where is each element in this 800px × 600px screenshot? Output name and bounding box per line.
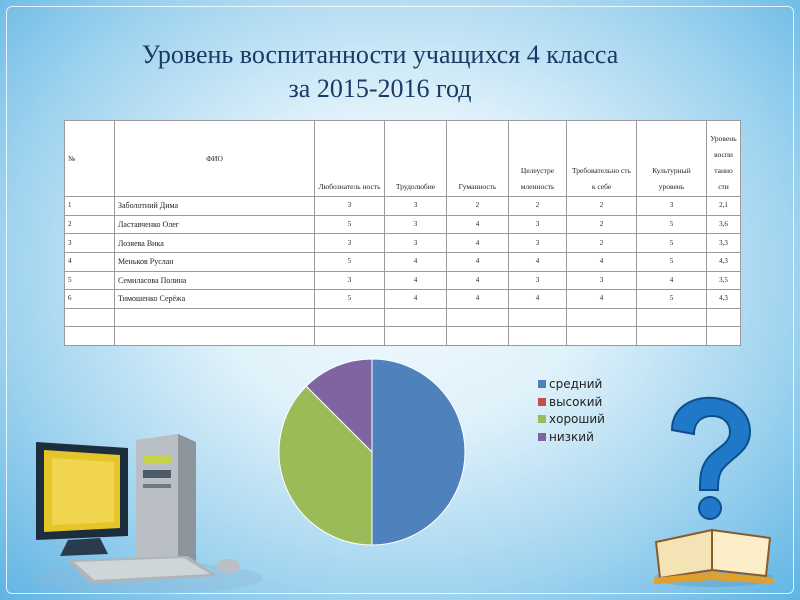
table-cell: 2 bbox=[567, 197, 637, 216]
table-cell: 4 bbox=[567, 252, 637, 271]
legend-item bbox=[538, 411, 605, 427]
table-row bbox=[65, 215, 741, 234]
empty-cell bbox=[567, 308, 637, 327]
table-cell: 4 bbox=[385, 271, 447, 290]
legend-item bbox=[538, 394, 605, 410]
header-culture: Культурный уровень bbox=[637, 121, 707, 197]
table-cell: 2 bbox=[65, 215, 115, 234]
legend-swatch bbox=[538, 398, 546, 406]
empty-cell bbox=[707, 327, 741, 346]
student-name-cell: Ластавченко Олег bbox=[115, 215, 315, 234]
empty-table-row bbox=[65, 327, 741, 346]
table-cell: 4,3 bbox=[707, 290, 741, 309]
legend-label: низкий bbox=[549, 429, 594, 444]
table-cell: 3 bbox=[315, 197, 385, 216]
table-cell: 4 bbox=[447, 252, 509, 271]
table-cell: 5 bbox=[637, 215, 707, 234]
table-cell: 4,3 bbox=[707, 252, 741, 271]
table-cell: 4 bbox=[509, 290, 567, 309]
table-cell: 3 bbox=[65, 234, 115, 253]
table-cell: 3 bbox=[567, 271, 637, 290]
table-cell: 5 bbox=[315, 252, 385, 271]
legend-label: высокий bbox=[549, 394, 603, 409]
empty-cell bbox=[509, 308, 567, 327]
title-line-2: за 2015-2016 год bbox=[288, 74, 472, 103]
header-self-demand: Требовательно сть к себе bbox=[567, 121, 637, 197]
empty-cell bbox=[115, 308, 315, 327]
chart-legend bbox=[538, 376, 605, 446]
empty-cell bbox=[65, 327, 115, 346]
table-cell: 3 bbox=[509, 271, 567, 290]
empty-cell bbox=[385, 327, 447, 346]
table-cell: 2 bbox=[447, 197, 509, 216]
empty-cell bbox=[637, 308, 707, 327]
table-cell: 3 bbox=[385, 215, 447, 234]
empty-cell bbox=[65, 308, 115, 327]
question-book-icon bbox=[650, 394, 780, 590]
student-name-cell: Заболотний Дима bbox=[115, 197, 315, 216]
table-cell: 4 bbox=[447, 271, 509, 290]
slide-title bbox=[60, 38, 700, 106]
empty-cell bbox=[385, 308, 447, 327]
table-cell: 4 bbox=[385, 252, 447, 271]
empty-cell bbox=[447, 327, 509, 346]
legend-label: средний bbox=[549, 377, 603, 391]
students-table bbox=[64, 120, 741, 346]
table-cell: 5 bbox=[637, 290, 707, 309]
header-name: ФИО bbox=[115, 121, 315, 197]
header-purposefulness: Целеустре мленность bbox=[509, 121, 567, 197]
table-row bbox=[65, 271, 741, 290]
empty-cell bbox=[315, 327, 385, 346]
table-cell: 3 bbox=[315, 271, 385, 290]
computer-illustration bbox=[28, 428, 268, 598]
table-cell: 4 bbox=[567, 290, 637, 309]
empty-cell bbox=[447, 308, 509, 327]
student-name-cell: Меньков Руслан bbox=[115, 252, 315, 271]
legend-item bbox=[538, 376, 605, 392]
legend-swatch bbox=[538, 433, 546, 441]
table-cell: 5 bbox=[65, 271, 115, 290]
table-cell: 3 bbox=[509, 234, 567, 253]
table-cell: 2 bbox=[567, 215, 637, 234]
table-cell: 3 bbox=[315, 234, 385, 253]
header-number: № bbox=[65, 121, 115, 197]
table-cell: 4 bbox=[385, 290, 447, 309]
empty-cell bbox=[509, 327, 567, 346]
student-name-cell: Тимошенко Серёжа bbox=[115, 290, 315, 309]
legend-item bbox=[538, 429, 605, 445]
pie-slice-0 bbox=[372, 359, 465, 545]
table-cell: 3 bbox=[637, 197, 707, 216]
table-cell: 4 bbox=[447, 234, 509, 253]
header-diligence: Трудолюбие bbox=[385, 121, 447, 197]
table-cell: 5 bbox=[315, 215, 385, 234]
empty-table-row bbox=[65, 308, 741, 327]
table-cell: 2 bbox=[509, 197, 567, 216]
table-cell: 1 bbox=[65, 197, 115, 216]
legend-label: хороший bbox=[549, 412, 605, 426]
table-cell: 3,6 bbox=[707, 215, 741, 234]
table-row bbox=[65, 234, 741, 253]
table-cell: 2 bbox=[567, 234, 637, 253]
header-curiosity: Любознатель ность bbox=[315, 121, 385, 197]
table-cell: 3 bbox=[385, 234, 447, 253]
table-cell: 3 bbox=[509, 215, 567, 234]
table-cell: 5 bbox=[637, 252, 707, 271]
table-cell: 2,1 bbox=[707, 197, 741, 216]
table-cell: 4 bbox=[637, 271, 707, 290]
pie-chart bbox=[270, 352, 470, 552]
header-upbringing-level: Уровень воспи танно сти bbox=[707, 121, 741, 197]
table-row bbox=[65, 197, 741, 216]
table-cell: 5 bbox=[637, 234, 707, 253]
title-line-1: Уровень воспитанности учащихся 4 класса bbox=[141, 40, 619, 69]
table-cell: 4 bbox=[447, 215, 509, 234]
table-cell: 3 bbox=[385, 197, 447, 216]
legend-swatch bbox=[538, 415, 546, 423]
table-header-row bbox=[65, 121, 741, 197]
table-cell: 3,5 bbox=[707, 271, 741, 290]
table-row bbox=[65, 252, 741, 271]
empty-cell bbox=[637, 327, 707, 346]
table-cell: 4 bbox=[447, 290, 509, 309]
empty-cell bbox=[567, 327, 637, 346]
table-cell: 5 bbox=[315, 290, 385, 309]
table-row bbox=[65, 290, 741, 309]
header-humanity: Гуманность bbox=[447, 121, 509, 197]
student-name-cell: Семиласова Полина bbox=[115, 271, 315, 290]
legend-swatch bbox=[538, 380, 546, 388]
student-name-cell: Лозяева Вика bbox=[115, 234, 315, 253]
empty-cell bbox=[315, 308, 385, 327]
empty-cell bbox=[707, 308, 741, 327]
empty-cell bbox=[115, 327, 315, 346]
table-cell: 6 bbox=[65, 290, 115, 309]
table-cell: 3,3 bbox=[707, 234, 741, 253]
table-cell: 4 bbox=[509, 252, 567, 271]
table-cell: 4 bbox=[65, 252, 115, 271]
